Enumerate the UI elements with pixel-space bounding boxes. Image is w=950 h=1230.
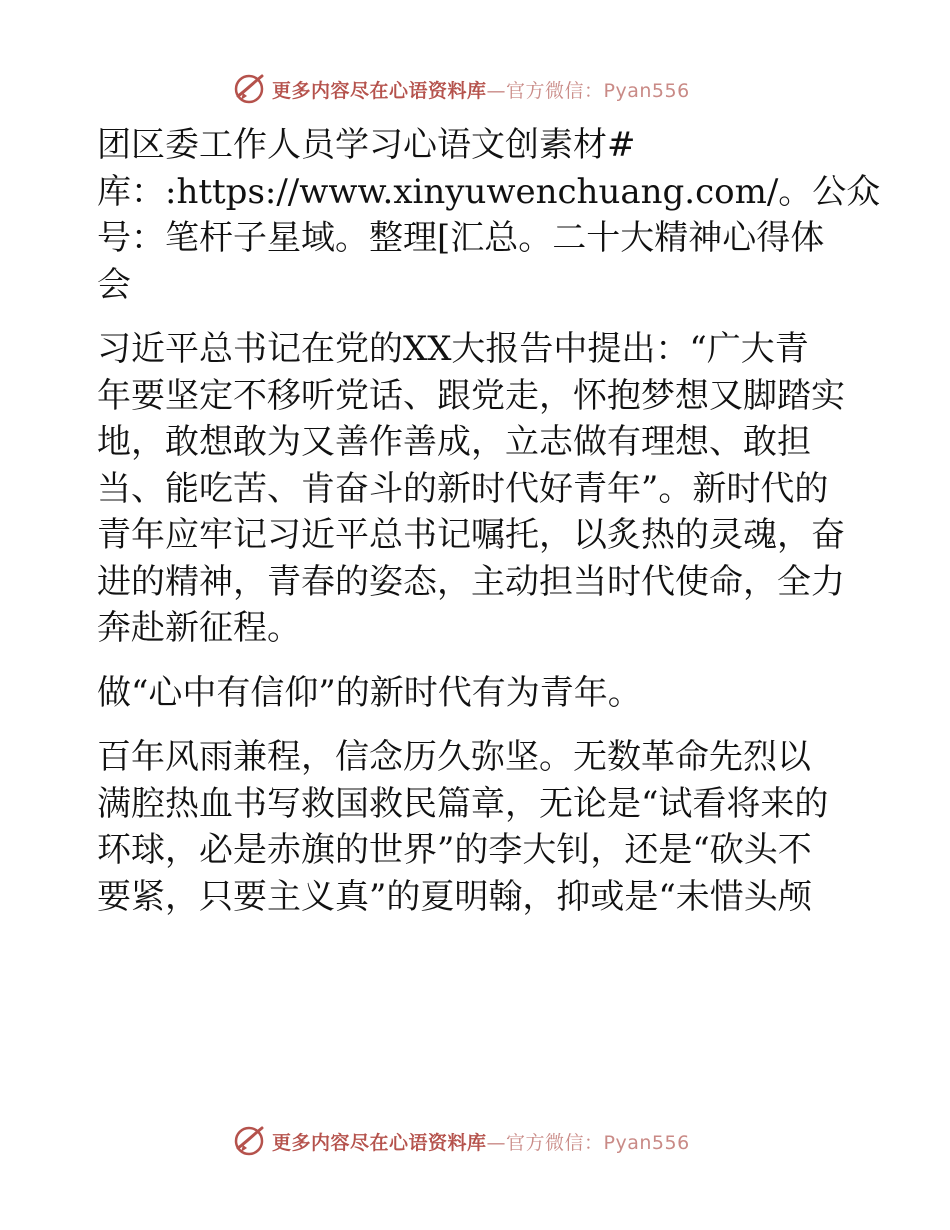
text-line: 百年风雨兼程，信念历久弥坚。无数革命先烈以 bbox=[97, 737, 811, 777]
header-watermark-banner bbox=[232, 72, 690, 106]
text-line: 当、能吃苦、肯奋斗的新时代好青年”。新时代的 bbox=[97, 468, 829, 509]
paragraph-heading bbox=[97, 670, 857, 717]
header-watermark-text: 更多内容尽在心语资料库—官方微信：Pyan556 bbox=[272, 79, 690, 102]
paragraph-body bbox=[97, 734, 857, 920]
pen-logo-icon bbox=[232, 72, 266, 106]
footer-watermark-text: 更多内容尽在心语资料库—官方微信：Pyan556 bbox=[272, 1131, 690, 1154]
text-line: 号：笔杆子星域。整理[汇总。二十大精神心得体 bbox=[97, 218, 825, 258]
paragraph-quote bbox=[97, 326, 857, 652]
text-line: 会 bbox=[97, 264, 131, 305]
text-line: 要紧，只要主义真”的夏明翰，抑或是“未惜头颅 bbox=[97, 876, 812, 917]
text-line: 满腔热血书写救国救民篇章，无论是“试看将来的 bbox=[97, 783, 829, 824]
paragraph-title bbox=[97, 122, 881, 308]
text-line: 奔赴新征程。 bbox=[97, 608, 301, 648]
text-line: 进的精神，青春的姿态，主动担当时代使命，全力 bbox=[97, 561, 845, 602]
pen-logo-icon bbox=[232, 1124, 266, 1158]
footer-watermark-banner bbox=[232, 1124, 690, 1158]
text-line: 年要坚定不移听党话、跟党走，怀抱梦想又脚踏实 bbox=[97, 375, 845, 416]
text-line: 地，敢想敢为又善作善成，立志做有理想、敢担 bbox=[97, 422, 811, 462]
section-heading: 做“心中有信仰”的新时代有为青年。 bbox=[97, 672, 642, 713]
text-line: 环球，必是赤旗的世界”的李大钊，还是“砍头不 bbox=[97, 830, 812, 870]
text-line: 青年应牢记习近平总书记嘱托，以炙热的灵魂，奋 bbox=[97, 515, 845, 555]
text-line: 团区委工作人员学习心语文创素材# bbox=[97, 125, 636, 165]
document-body bbox=[97, 122, 881, 938]
text-line: 库：:https://www.xinyuwenchuang.com/。公众 bbox=[97, 171, 881, 212]
text-line: 习近平总书记在党的XX大报告中提出：“广大青 bbox=[97, 329, 809, 369]
